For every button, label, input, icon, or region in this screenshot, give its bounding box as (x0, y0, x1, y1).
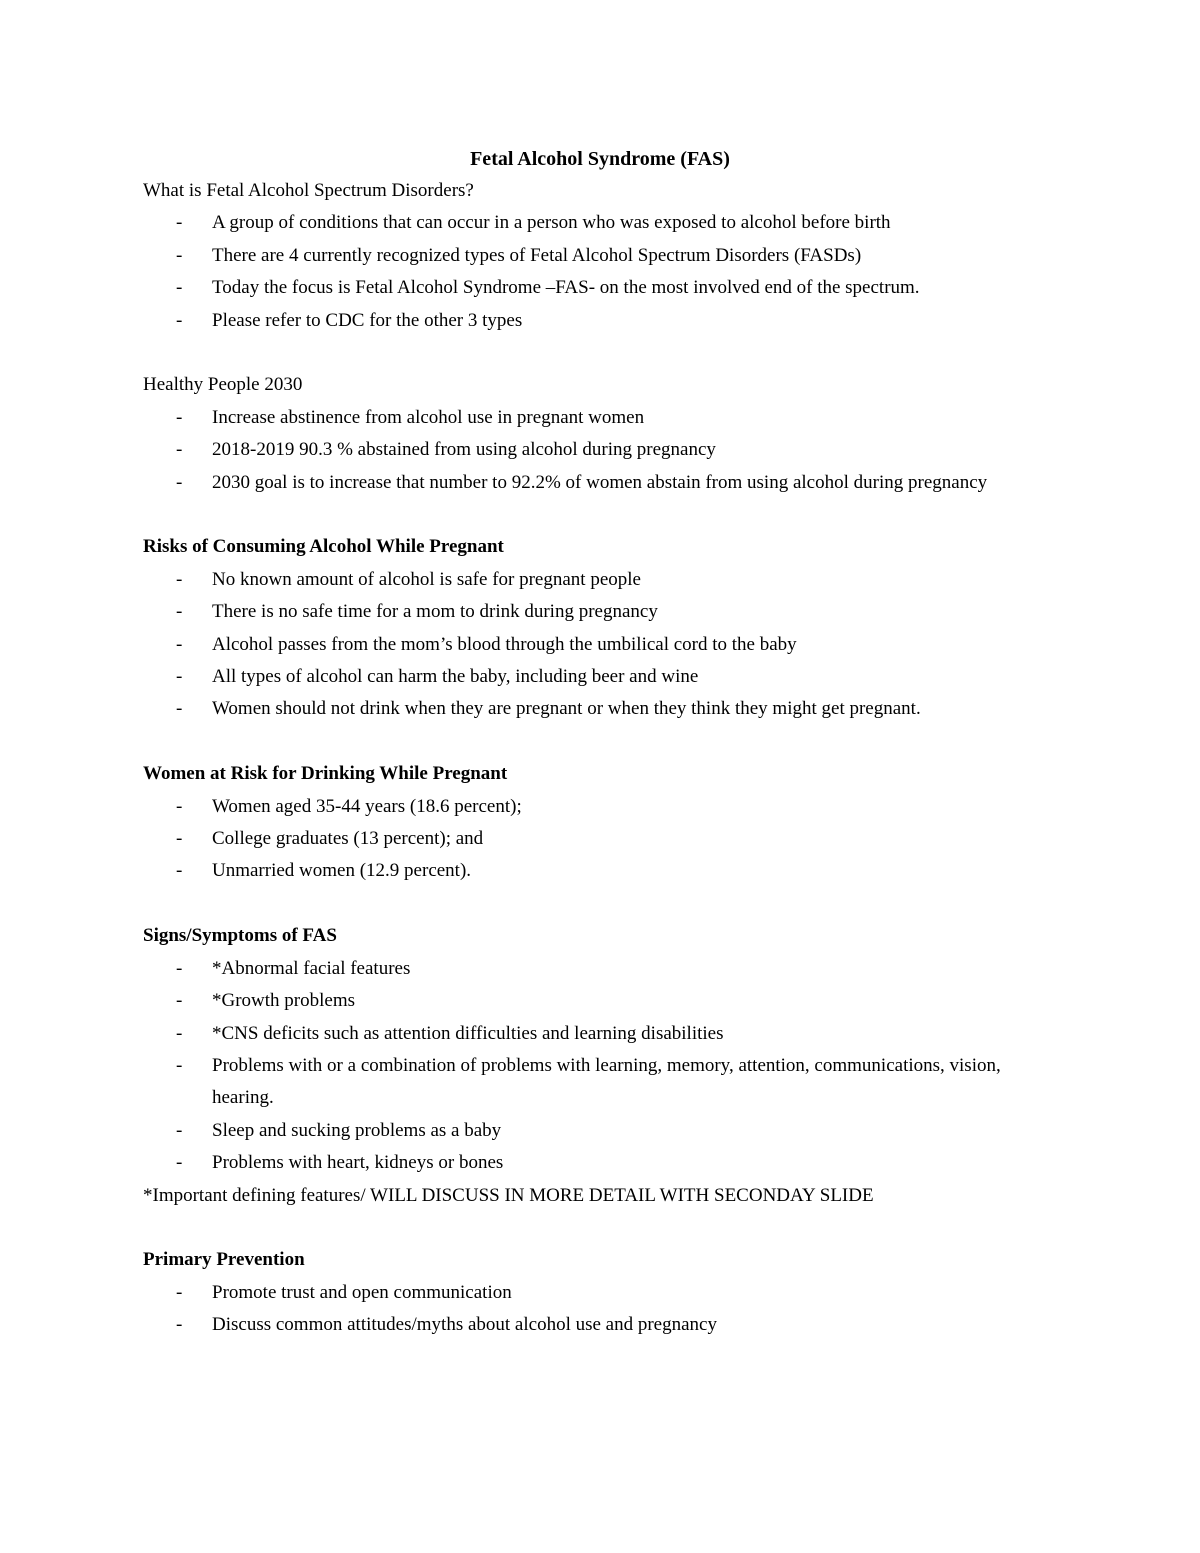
section-heading: Primary Prevention (143, 1249, 305, 1271)
list-item-text: Today the focus is Fetal Alcohol Syndrome –FAS- on the most involved end of the spectrum. (212, 277, 920, 299)
list-item-text: College graduates (13 percent); and (212, 828, 484, 850)
list-item-text: No known amount of alcohol is safe for pregnant people (212, 568, 641, 590)
dash-marker: - (176, 212, 183, 234)
dash-marker: - (176, 795, 183, 817)
bullet-list (143, 402, 1063, 499)
dash-marker: - (176, 633, 183, 655)
section-risks-alcohol-pregnant (143, 531, 1063, 725)
list-item-text: Problems with or a combination of problems with learning, memory, attention, communications, vision, hearing. (212, 1054, 1001, 1109)
list-item-text: Increase abstinence from alcohol use in pregnant women (212, 406, 645, 428)
bullet-list (143, 564, 1063, 726)
list-item (143, 1277, 1063, 1309)
list-item-text: There are 4 currently recognized types of Fetal Alcohol Spectrum Disorders (FASDs) (212, 244, 862, 266)
list-item-text: A group of conditions that can occur in a person who was exposed to alcohol before birth (212, 212, 891, 234)
bullet-list (143, 791, 1063, 888)
dash-marker: - (176, 1314, 183, 1336)
list-item-text: Promote trust and open communication (212, 1281, 512, 1303)
section-women-at-risk (143, 758, 1063, 888)
list-item-text: Alcohol passes from the mom’s blood through the umbilical cord to the baby (212, 633, 797, 655)
list-item (143, 629, 1063, 661)
dash-marker: - (176, 1152, 183, 1174)
list-item (143, 1147, 1063, 1179)
list-item-text: 2018-2019 90.3 % abstained from using alcohol during pregnancy (212, 439, 716, 461)
list-item (143, 1309, 1063, 1341)
section-heading: Women at Risk for Drinking While Pregnant (143, 763, 508, 785)
list-item-text: *CNS deficits such as attention difficulties and learning disabilities (212, 1022, 724, 1044)
dash-marker: - (176, 1054, 183, 1076)
dash-marker: - (176, 439, 183, 461)
dash-marker: - (176, 666, 183, 688)
list-item (143, 207, 1063, 239)
dash-marker: - (176, 244, 183, 266)
dash-marker: - (176, 1281, 183, 1303)
dash-marker: - (176, 309, 183, 331)
list-item-text: There is no safe time for a mom to drink during pregnancy (212, 601, 658, 623)
dash-marker: - (176, 471, 183, 493)
list-item (143, 240, 1063, 272)
bullet-list (143, 953, 1063, 1180)
list-item (143, 467, 1063, 499)
document-title: Fetal Alcohol Syndrome (FAS) (470, 148, 730, 170)
section-what-is-fasd (143, 175, 1063, 337)
list-item (143, 1115, 1063, 1147)
dash-marker: - (176, 828, 183, 850)
list-item-text: Unmarried women (12.9 percent). (212, 860, 472, 882)
list-item-text: Problems with heart, kidneys or bones (212, 1152, 504, 1174)
list-item (143, 985, 1063, 1017)
section-signs-symptoms (143, 920, 1063, 1212)
section-heading: What is Fetal Alcohol Spectrum Disorders? (143, 180, 474, 201)
list-item-text: Discuss common attitudes/myths about alcohol use and pregnancy (212, 1314, 717, 1336)
list-item (143, 564, 1063, 596)
section-primary-prevention (143, 1244, 1063, 1341)
list-item (143, 272, 1063, 304)
list-item (143, 434, 1063, 466)
section-heading: Signs/Symptoms of FAS (143, 925, 337, 947)
list-item-text: Women should not drink when they are pregnant or when they think they might get pregnant. (212, 698, 921, 720)
dash-marker: - (176, 1022, 183, 1044)
bullet-list (143, 207, 1063, 337)
list-item-text: All types of alcohol can harm the baby, including beer and wine (212, 666, 699, 688)
bullet-list (143, 1277, 1063, 1342)
dash-marker: - (176, 698, 183, 720)
dash-marker: - (176, 957, 183, 979)
list-item (143, 693, 1063, 725)
dash-marker: - (176, 277, 183, 299)
dash-marker: - (176, 860, 183, 882)
list-item (143, 1050, 1063, 1115)
list-item (143, 953, 1063, 985)
list-item-text: Sleep and sucking problems as a baby (212, 1119, 502, 1141)
list-item-text: 2030 goal is to increase that number to 92.2% of women abstain from using alcohol during pregnancy (212, 471, 988, 493)
list-item (143, 402, 1063, 434)
section-heading: Healthy People 2030 (143, 374, 303, 396)
list-item-text: Please refer to CDC for the other 3 types (212, 309, 523, 331)
dash-marker: - (176, 990, 183, 1012)
list-item-text: Women aged 35-44 years (18.6 percent); (212, 795, 522, 817)
list-item (143, 1018, 1063, 1050)
list-item (143, 855, 1063, 887)
list-item (143, 596, 1063, 628)
section-healthy-people-2030 (143, 369, 1063, 499)
footnote: *Important defining features/ WILL DISCUSS IN MORE DETAIL WITH SECONDAY SLIDE (143, 1184, 874, 1206)
dash-marker: - (176, 406, 183, 428)
list-item (143, 791, 1063, 823)
section-heading: Risks of Consuming Alcohol While Pregnant (143, 536, 504, 558)
dash-marker: - (176, 1119, 183, 1141)
list-item-text: *Growth problems (212, 990, 356, 1012)
dash-marker: - (176, 601, 183, 623)
list-item (143, 661, 1063, 693)
dash-marker: - (176, 568, 183, 590)
list-item-text: *Abnormal facial features (212, 957, 411, 979)
list-item (143, 305, 1063, 337)
list-item (143, 823, 1063, 855)
document-body (143, 175, 1063, 1342)
